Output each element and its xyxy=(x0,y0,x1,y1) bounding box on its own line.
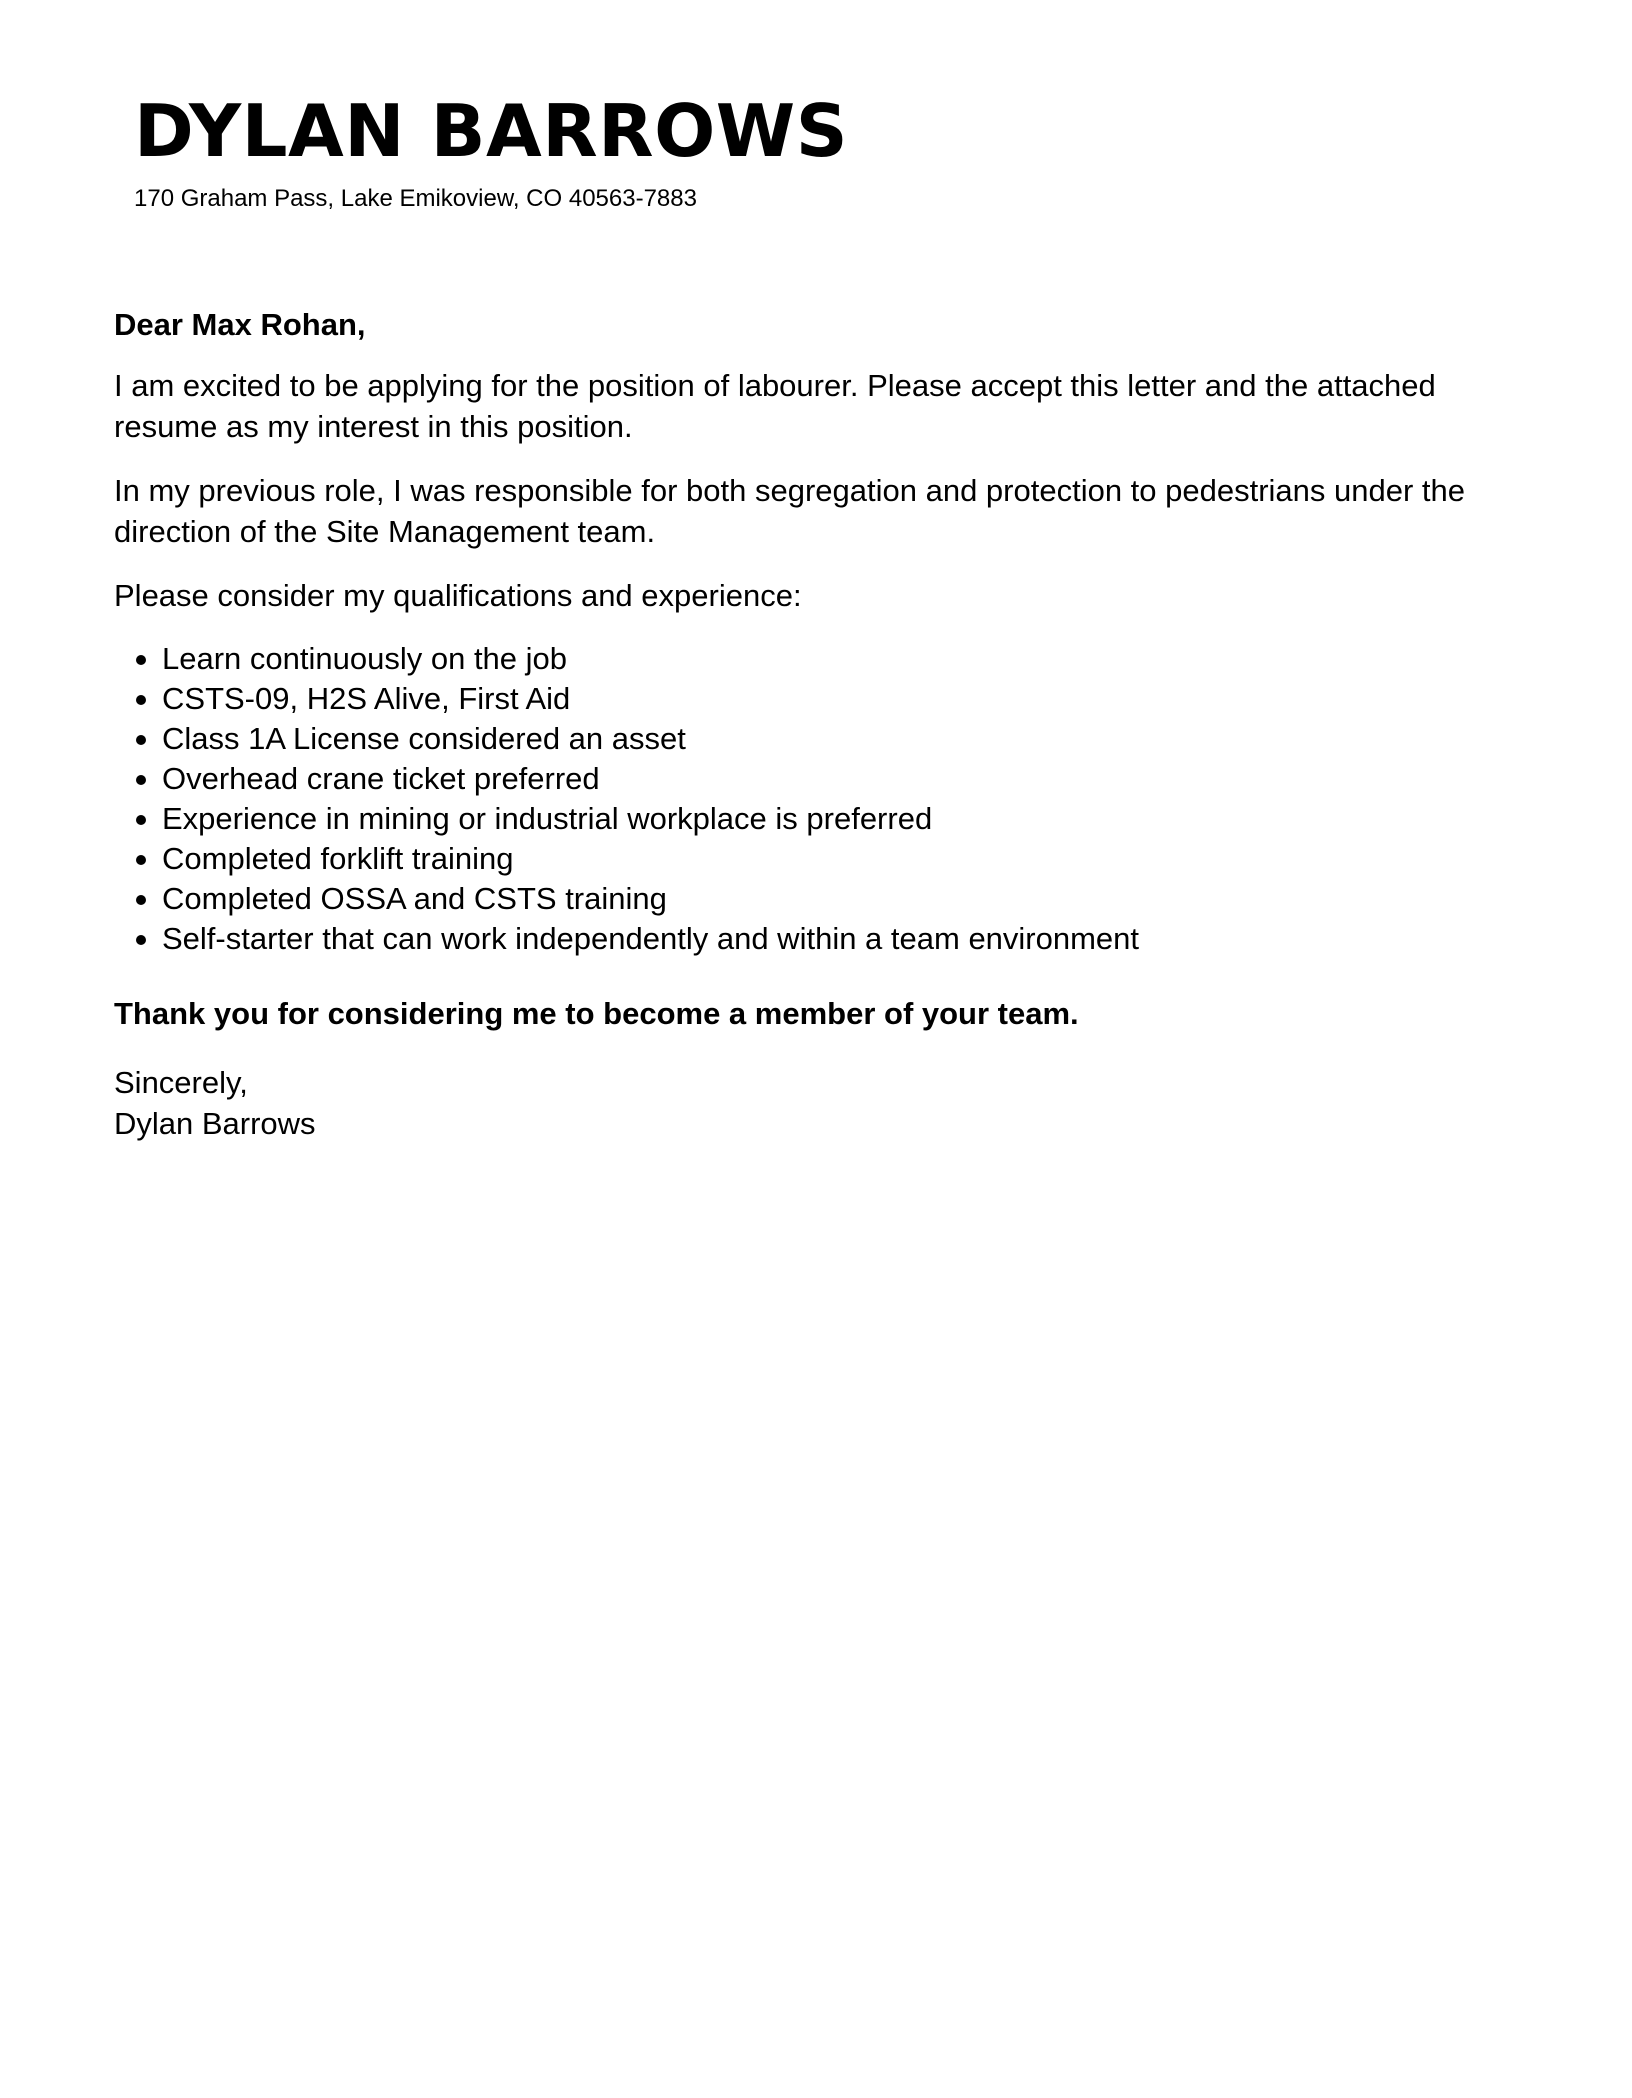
list-item-text: Experience in mining or industrial workplace is preferred xyxy=(162,801,933,836)
list-item xyxy=(162,719,1524,759)
list-item xyxy=(162,919,1524,959)
bullet-icon xyxy=(136,895,146,905)
experience-paragraph: In my previous role, I was responsible for both segregation and protection to pedestrians under the direction of the Site Management team. xyxy=(114,473,1466,549)
list-item-text: Completed OSSA and CSTS training xyxy=(162,881,667,916)
qualifications-intro: Please consider my qualifications and experience: xyxy=(114,578,802,613)
letter-body xyxy=(114,304,1524,1144)
list-item xyxy=(162,679,1524,719)
bullet-icon xyxy=(136,775,146,785)
intro-paragraph: I am excited to be applying for the position of labourer. Please accept this letter and the attached resume as my interest in this position. xyxy=(114,368,1436,444)
list-item xyxy=(162,839,1524,879)
signoff: Sincerely, xyxy=(114,1065,248,1100)
qualifications-list xyxy=(114,639,1524,959)
list-item xyxy=(162,759,1524,799)
bullet-icon xyxy=(136,855,146,865)
letter-header xyxy=(134,89,1434,214)
bullet-icon xyxy=(136,735,146,745)
applicant-name: DYLAN BARROWS xyxy=(134,89,849,173)
list-item xyxy=(162,799,1524,839)
bullet-icon xyxy=(136,815,146,825)
list-item-text: Completed forklift training xyxy=(162,841,514,876)
applicant-address: 170 Graham Pass, Lake Emikoview, CO 40563-7883 xyxy=(134,185,697,212)
closing-statement: Thank you for considering me to become a member of your team. xyxy=(114,996,1079,1031)
signature-name: Dylan Barrows xyxy=(114,1106,316,1141)
bullet-icon xyxy=(136,935,146,945)
list-item xyxy=(162,639,1524,679)
salutation: Dear Max Rohan, xyxy=(114,307,366,342)
list-item-text: Self-starter that can work independently and within a team environment xyxy=(162,921,1140,956)
list-item-text: Overhead crane ticket preferred xyxy=(162,761,600,796)
bullet-icon xyxy=(136,655,146,665)
list-item-text: Learn continuously on the job xyxy=(162,641,568,676)
list-item-text: Class 1A License considered an asset xyxy=(162,721,686,756)
list-item-text: CSTS-09, H2S Alive, First Aid xyxy=(162,681,571,716)
bullet-icon xyxy=(136,695,146,705)
list-item xyxy=(162,879,1524,919)
